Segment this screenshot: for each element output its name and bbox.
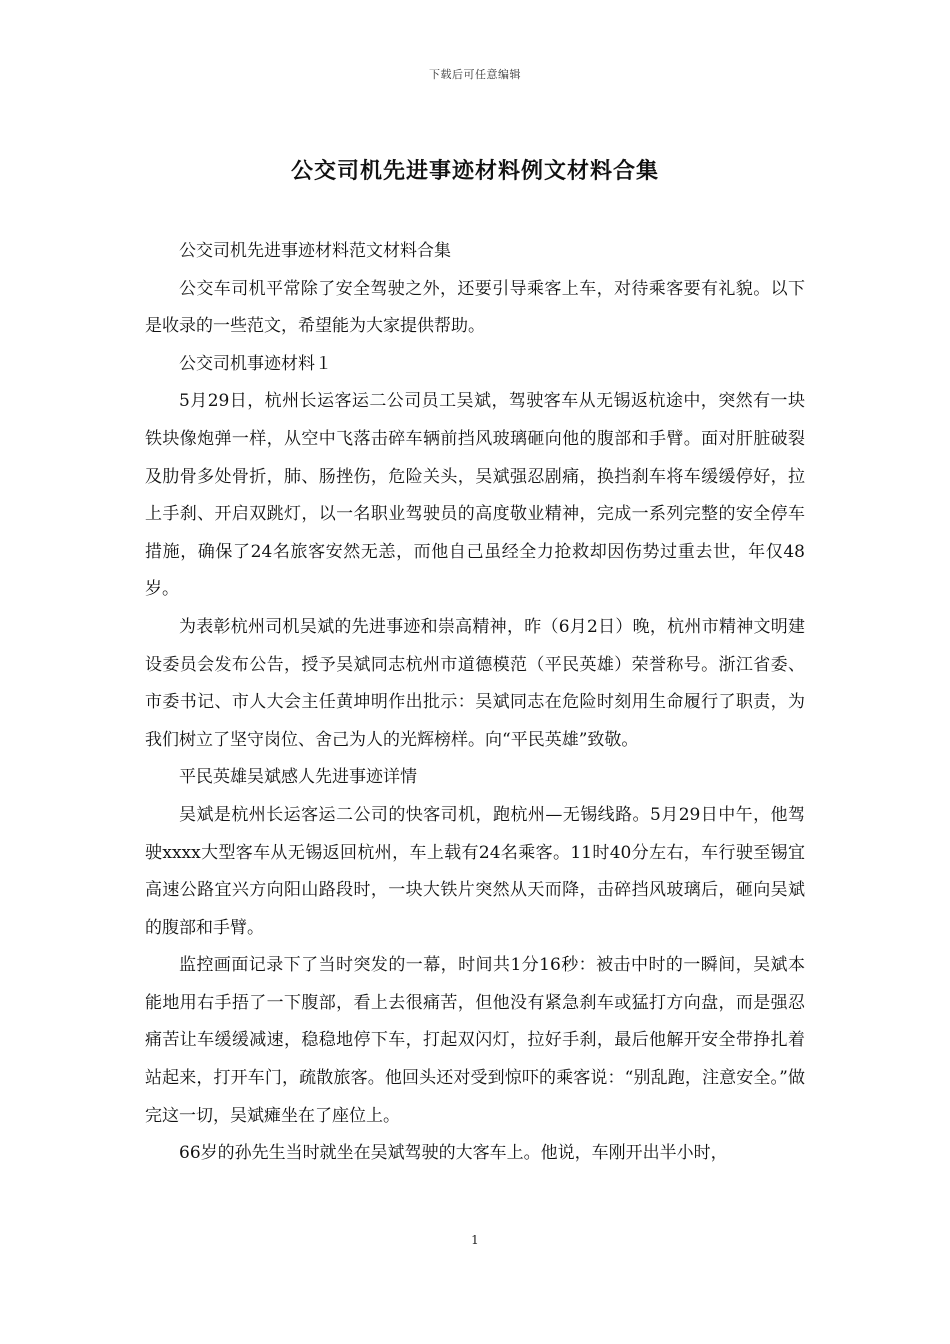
paragraph-route: 吴斌是杭州长运客运二公司的快客司机，跑杭州—无锡线路。5月29日中午，他驾驶xxxx大型客车从无锡返回杭州，车上载有24名乘客。11时40分左右，车行驶至锡宜高速公路宜兴方向阳山路段时，一块大铁片突然从天而降，击碎挡风玻璃后，砸向吴斌的腹部和手臂。 <box>145 804 805 938</box>
paragraph-honor: 为表彰杭州司机吴斌的先进事迹和崇高精神，昨（6月2日）晚，杭州市精神文明建设委员会发布公告，授予吴斌同志杭州市道德模范（平民英雄）荣誉称号。浙江省委、市委书记、市人大会主任黄坤明作出批示：吴斌同志在危险时刻用生命履行了职责，为我们树立了坚守岗位、舍己为人的光辉榜样。向“平民英雄”致敬。 <box>145 616 805 750</box>
paragraph-subtitle: 公交司机先进事迹材料范文材料合集 <box>179 241 451 261</box>
paragraph-intro: 公交车司机平常除了安全驾驶之外，还要引导乘客上车，对待乘客要有礼貌。以下是收录的一些范文，希望能为大家提供帮助。 <box>145 278 805 337</box>
paragraph-surveillance: 监控画面记录下了当时突发的一幕，时间共1分16秒：被击中时的一瞬间，吴斌本能地用右手捂了一下腹部，看上去很痛苦，但他没有紧急刹车或猛打方向盘，而是强忍痛苦让车缓缓减速，稳稳地停下车，打起双闪灯，拉好手刹，最后他解开安全带挣扎着站起来，打开车门，疏散旅客。他回头还对受到惊吓的乘客说：“别乱跑，注意安全。”做完这一切，吴斌瘫坐在了座位上。 <box>145 955 805 1126</box>
document-body <box>145 233 805 1173</box>
document-title: 公交司机先进事迹材料例文材料合集 <box>290 158 659 184</box>
paragraph-witness: 66岁的孙先生当时就坐在吴斌驾驶的大客车上。他说，车刚开出半小时， <box>179 1143 728 1164</box>
section-heading-material-1: 公交司机事迹材料１ <box>179 353 332 374</box>
page-number: 1 <box>471 1233 479 1247</box>
page-header-note: 下载后可任意编辑 <box>429 68 521 81</box>
section-heading-hero-details: 平民英雄吴斌感人先进事迹详情 <box>179 767 417 788</box>
paragraph-incident: 5月29日，杭州长运客运二公司员工吴斌，驾驶客车从无锡返杭途中，突然有一块铁块像炮弹一样，从空中飞落击碎车辆前挡风玻璃砸向他的腹部和手臂。面对肝脏破裂及肋骨多处骨折，肺、肠挫伤，危险关头，吴斌强忍剧痛，换挡刹车将车缓缓停好，拉上手刹、开启双跳灯，以一名职业驾驶员的高度敬业精神，完成一系列完整的安全停车措施，确保了24名旅客安然无恙，而他自己虽经全力抢救却因伤势过重去世，年仅48岁。 <box>145 391 805 600</box>
